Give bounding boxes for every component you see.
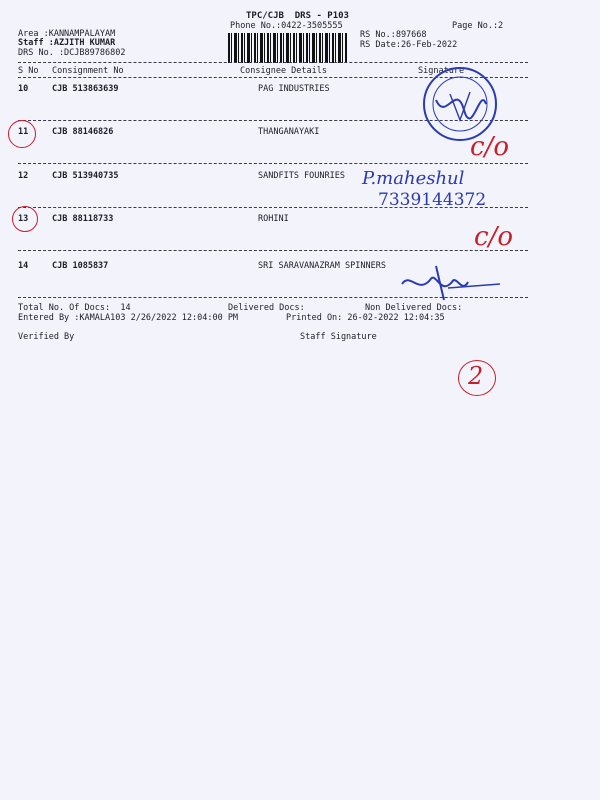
row-sno: 13 [18, 214, 29, 224]
row-sno: 14 [18, 261, 29, 271]
barcode [228, 33, 348, 63]
row-consignee: SANDFITS FOUNRIES [258, 171, 345, 181]
handwritten-signature [396, 262, 506, 302]
drs-number: DRS No. :DCJB89786802 [18, 48, 126, 58]
row-consignee: PAG INDUSTRIES [258, 84, 330, 94]
phone-number: Phone No.:0422-3505555 [230, 21, 343, 31]
document-title: TPC/CJB DRS - P103 [246, 11, 349, 21]
row-rule [18, 163, 528, 164]
col-sno: S No [18, 66, 39, 76]
row-sno: 11 [18, 127, 29, 137]
staff-signature: Staff Signature [300, 332, 377, 342]
area-label: Area :KANNAMPALAYAM [18, 29, 116, 39]
entered-by: Entered By :KAMALA103 2/26/2022 12:04:00 PM [18, 313, 239, 323]
printed-on: Printed On: 26-02-2022 12:04:35 [286, 313, 445, 323]
header-rule [18, 62, 528, 63]
handwritten-receiver-phone: 7339144372 [378, 190, 487, 210]
row-consignment: CJB 1085837 [52, 261, 109, 271]
row-sno: 10 [18, 84, 29, 94]
rs-number: RS No.:897668 [360, 30, 427, 40]
staff-label: Staff :AZJITH KUMAR [18, 38, 116, 48]
row-consignee: ROHINI [258, 214, 289, 224]
page-number: Page No.:2 [452, 21, 504, 31]
handwritten-receiver-name: P.maheshul [362, 168, 465, 189]
delivered-docs: Delivered Docs: [228, 303, 305, 313]
row-consignment: CJB 88118733 [52, 214, 114, 224]
row-consignee: THANGANAYAKI [258, 127, 320, 137]
col-consignee: Consignee Details [240, 66, 327, 76]
total-docs: Total No. Of Docs: 14 [18, 303, 131, 313]
col-signature: Signature [418, 66, 465, 76]
row-consignment: CJB 513863639 [52, 84, 119, 94]
rs-date: RS Date:26-Feb-2022 [360, 40, 458, 50]
red-circle-mark [8, 120, 36, 148]
handwritten-page-mark: 2 [468, 362, 484, 390]
row-consignee: SRI SARAVANAZRAM SPINNERS [258, 261, 386, 271]
row-consignment: CJB 513940735 [52, 171, 119, 181]
handwritten-cn-note: c/o [474, 222, 513, 252]
row-sno: 12 [18, 171, 29, 181]
col-consignment: Consignment No [52, 66, 124, 76]
row-rule [18, 250, 528, 251]
non-delivered-docs: Non Delivered Docs: [365, 303, 463, 313]
verified-by: Verified By [18, 332, 75, 342]
row-consignment: CJB 88146826 [52, 127, 114, 137]
handwritten-cn-note: c/o [470, 132, 509, 162]
red-circle-mark [12, 206, 38, 232]
